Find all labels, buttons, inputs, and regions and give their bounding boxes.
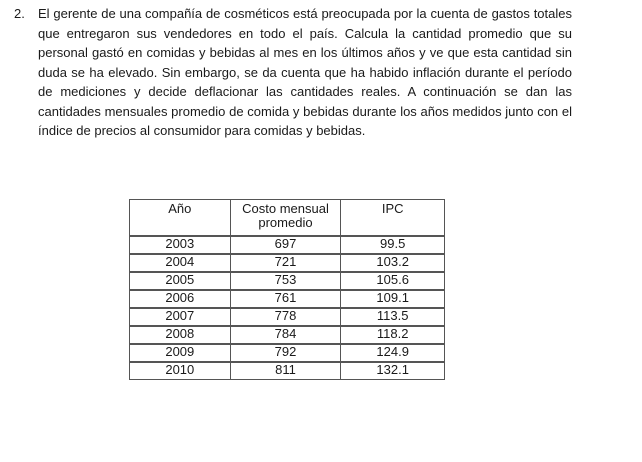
cell-cost: 697 bbox=[230, 236, 341, 254]
table-row bbox=[130, 362, 445, 380]
cell-cpi: 124.9 bbox=[341, 344, 445, 362]
table-row bbox=[130, 272, 445, 290]
cell-cpi: 109.1 bbox=[341, 290, 445, 308]
cell-year: 2007 bbox=[130, 308, 231, 326]
cell-year: 2008 bbox=[130, 326, 231, 344]
table-row bbox=[130, 290, 445, 308]
table-row bbox=[130, 326, 445, 344]
cell-cost: 753 bbox=[230, 272, 341, 290]
table-row bbox=[130, 308, 445, 326]
table-row bbox=[130, 254, 445, 272]
table-header-row bbox=[130, 200, 445, 237]
cell-year: 2004 bbox=[130, 254, 231, 272]
cell-year: 2003 bbox=[130, 236, 231, 254]
cell-cpi: 132.1 bbox=[341, 362, 445, 380]
table-row bbox=[130, 344, 445, 362]
problem-text: El gerente de una compañía de cosméticos está preocupada por la cuenta de gastos totales que entregaron sus vendedores en todo el país. Calcula la cantidad promedio que su personal gastó en comidas y bebidas al mes en los últimos años y ve que esta cantidad sin duda se ha elevado. Sin embargo, se da cuenta que ha habido inflación durante el período de mediciones y decide deflacionar las cantidades reales. A continuación se dan las cantidades mensuales promedio de comida y bebidas durante los años medidos junto con el índice de precios al consumidor para comidas y bebidas. bbox=[38, 6, 572, 138]
header-cpi: IPC bbox=[341, 200, 445, 237]
cell-cost: 811 bbox=[230, 362, 341, 380]
cell-cpi: 113.5 bbox=[341, 308, 445, 326]
cell-cpi: 105.6 bbox=[341, 272, 445, 290]
problem-number: 2. bbox=[14, 6, 25, 21]
cell-cost: 761 bbox=[230, 290, 341, 308]
cell-cpi: 118.2 bbox=[341, 326, 445, 344]
cell-cost: 778 bbox=[230, 308, 341, 326]
cell-year: 2006 bbox=[130, 290, 231, 308]
table-row bbox=[130, 236, 445, 254]
cell-cpi: 99.5 bbox=[341, 236, 445, 254]
header-year: Año bbox=[130, 200, 231, 237]
cell-cost: 784 bbox=[230, 326, 341, 344]
header-monthly-cost: Costo mensual promedio bbox=[230, 200, 341, 237]
cell-year: 2010 bbox=[130, 362, 231, 380]
cell-year: 2009 bbox=[130, 344, 231, 362]
cell-cpi: 103.2 bbox=[341, 254, 445, 272]
cell-cost: 721 bbox=[230, 254, 341, 272]
cell-year: 2005 bbox=[130, 272, 231, 290]
cell-cost: 792 bbox=[230, 344, 341, 362]
data-table bbox=[129, 199, 445, 380]
